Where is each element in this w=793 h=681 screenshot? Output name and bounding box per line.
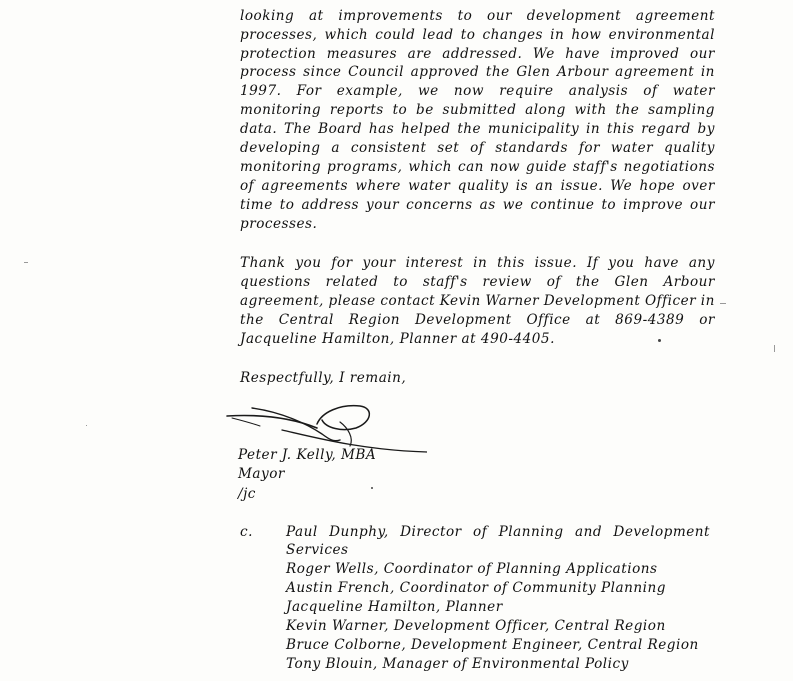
word: and [574,524,603,540]
closing-line [240,274,715,290]
body-line: processes. [240,216,318,232]
word: please [328,293,376,309]
body-line [240,140,715,156]
word: in [700,64,715,80]
word: the [240,312,264,328]
word: as [479,197,496,213]
word: regard [641,121,691,137]
word: where [355,178,401,194]
word: monitoring [240,159,322,175]
word: at [585,312,601,328]
body-line [240,83,715,99]
closing-line [240,312,715,328]
word: of [470,140,485,156]
word: addressed. [442,46,523,62]
closing-line [240,255,715,271]
word: quality [664,140,715,156]
word: over [682,178,715,194]
word: example, [336,83,403,99]
word: environmental [608,27,715,43]
scan-mark [720,303,726,304]
word: water [408,178,451,194]
word: Kevin [439,293,481,309]
word: agreement [615,64,695,80]
word: Development [543,293,641,309]
body-line [240,46,715,62]
word: this [497,255,525,271]
word: set [437,140,460,156]
word: our [689,46,715,62]
word: at [309,8,324,24]
word: or [699,312,715,328]
word: the [615,102,640,118]
word: is [515,178,529,194]
body-line [240,197,715,213]
word: improved [610,46,680,62]
word: Arbour [663,274,715,290]
word: for [331,255,353,271]
word: of [643,83,658,99]
word: in [586,121,601,137]
word: Warner [485,293,540,309]
word: agreements [261,178,349,194]
word: Director [400,524,462,540]
word: guide [525,159,567,175]
word: with [574,102,607,118]
word: Central [278,312,334,328]
scan-mark [86,425,87,426]
word: Dunphy, [329,524,389,540]
word: have [565,46,600,62]
word: time [240,197,273,213]
word: staff's [572,159,618,175]
word: We [610,178,633,194]
word: quality [457,178,509,194]
word: your [366,197,400,213]
word: Planning [498,524,564,540]
body-line [240,102,715,118]
closing-line [240,293,715,309]
word: monitoring [240,102,322,118]
word: are [407,46,432,62]
word: consistent [350,140,427,156]
word: lead [422,27,454,43]
word: staff's [422,274,468,290]
word: to [457,8,473,24]
word: If [586,255,599,271]
word: Office [526,312,571,328]
word: processes, [240,27,318,43]
word: which [408,159,453,175]
word: a [331,140,340,156]
word: negotiations [623,159,715,175]
signer-name: Peter J. Kelly, MBA [238,447,377,463]
word: the [457,121,482,137]
word: data. [240,121,278,137]
word: now [489,159,520,175]
word: we [418,83,439,99]
word: programs, [327,159,403,175]
word: to [393,274,408,290]
word: Officer [644,293,697,309]
word: For [296,83,322,99]
word: could [375,27,416,43]
cc-recipient [286,524,710,540]
word: can [457,159,484,175]
body-line [240,159,715,175]
word: reports [329,102,384,118]
word: developing [240,140,321,156]
word: any [688,255,715,271]
scan-mark [24,262,28,263]
word: water [672,83,715,99]
word: to [392,102,408,118]
word: which [324,27,369,43]
word: in [473,255,488,271]
word: your [362,255,396,271]
word: measures [326,46,398,62]
word: Board [318,121,363,137]
word: of [546,274,561,290]
word: you [608,255,635,271]
word: require [499,83,554,99]
scan-speck [658,339,661,342]
word: related [325,274,379,290]
word: Glen [614,274,649,290]
word: approved [410,64,480,80]
word: water [610,140,654,156]
word: to [601,197,617,213]
word: submitted [442,102,517,118]
word: issue. [560,178,603,194]
word: this [606,121,635,137]
word: helped [400,121,451,137]
word: agreement, [240,293,324,309]
word: Thank [240,255,286,271]
signer-title: Mayor [238,466,285,482]
word: in [550,27,565,43]
word: Glen [516,64,551,80]
cc-recipient: Bruce Colborne, Development Engineer, Central Region [286,637,699,653]
scan-speck [371,487,373,489]
cc-recipient: Austin French, Coordinator of Community Planning [286,580,666,596]
word: standards [495,140,568,156]
word: for [578,140,601,156]
scan-mark [774,345,775,352]
word: how [571,27,602,43]
word: review [482,274,532,290]
word: analysis [568,83,629,99]
word: 869-4389 [615,312,685,328]
word: has [368,121,395,137]
word: since [303,64,342,80]
word: Region [348,312,401,328]
body-line [240,8,715,24]
word: to [279,197,295,213]
word: to [460,27,476,43]
cc-label: c. [240,524,253,540]
cc-recipient: Services [286,542,349,558]
word: of [240,178,255,194]
word: looking [240,8,295,24]
word: by [697,121,715,137]
body-line [240,178,715,194]
cc-recipient: Roger Wells, Coordinator of Planning Applications [286,561,658,577]
word: Arbour [557,64,609,80]
word: improvements [338,8,443,24]
word: sampling [648,102,715,118]
word: development [526,8,622,24]
word: the [575,274,600,290]
word: address [301,197,359,213]
word: Development [414,312,512,328]
closing-line: Jacqueline Hamilton, Planner at 490-4405. [240,331,555,347]
body-line [240,121,715,137]
word: we [502,197,524,213]
body-line [240,27,715,43]
word: concerns [406,197,473,213]
word: our [487,8,512,24]
word: process [240,64,297,80]
word: hope [639,178,676,194]
word: questions [240,274,311,290]
word: improve [623,197,683,213]
word: of [473,524,488,540]
word: The [283,121,312,137]
word: contact [380,293,436,309]
word: changes [482,27,543,43]
cc-recipient: Tony Blouin, Manager of Environmental Policy [286,656,629,672]
word: continue [530,197,595,213]
typist-initials: /jc [238,486,256,502]
word: 1997. [240,83,282,99]
word: Development [613,524,710,540]
word: in [700,293,715,309]
word: be [416,102,434,118]
word: municipality [487,121,580,137]
body-line [240,64,715,80]
word: protection [240,46,317,62]
word: issue. [534,255,578,271]
word: agreement [635,8,715,24]
word: along [525,102,566,118]
word: our [690,197,715,213]
word: now [453,83,484,99]
word: the [485,64,510,80]
word: Paul [286,524,318,540]
word: We [532,46,555,62]
word: you [295,255,322,271]
salutation: Respectfully, I remain, [240,370,407,386]
word: interest [405,255,464,271]
cc-recipient: Kevin Warner, Development Officer, Central Region [286,618,666,634]
word: have [644,255,679,271]
cc-recipient: Jacqueline Hamilton, Planner [286,599,503,615]
word: an [535,178,554,194]
word: Council [348,64,404,80]
